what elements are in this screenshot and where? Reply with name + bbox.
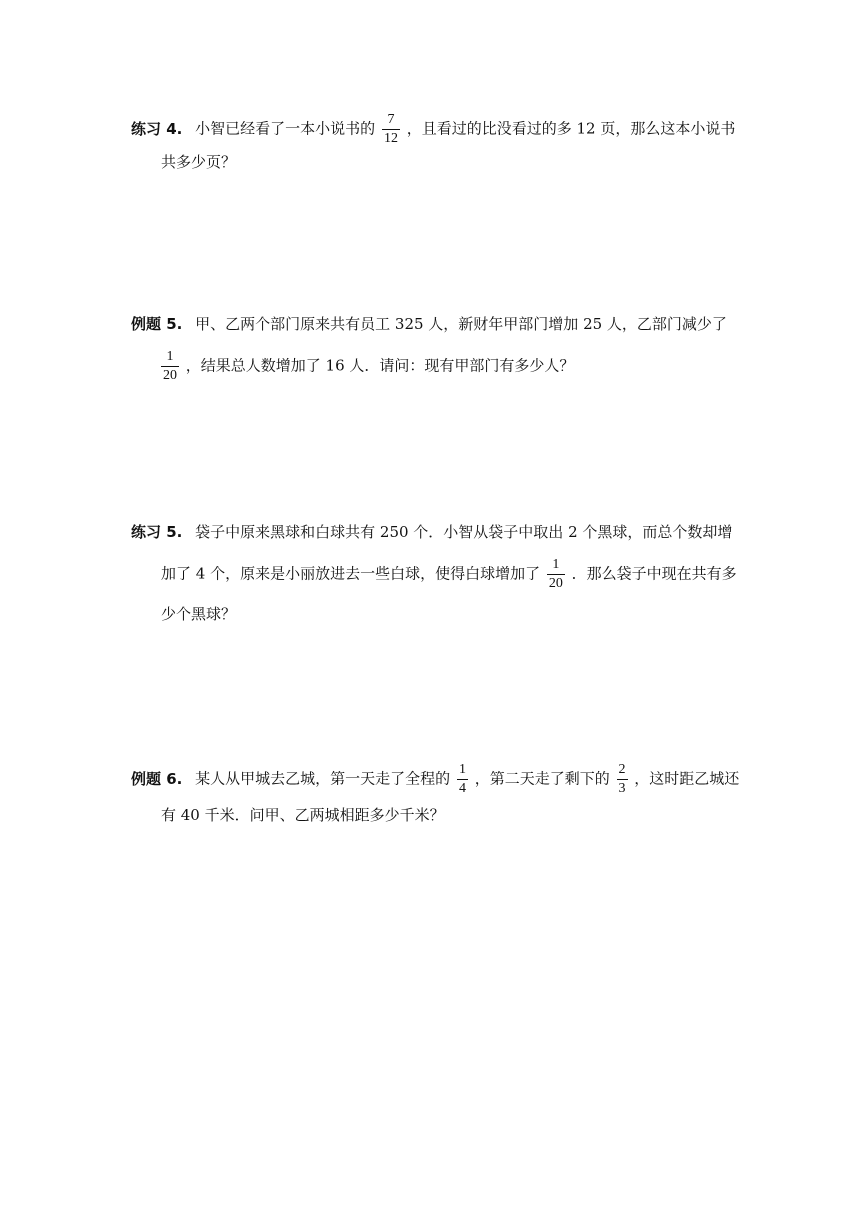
fraction (617, 763, 628, 796)
problem-text: ，第二天走了剩下的 (474, 769, 610, 788)
problem-line (131, 762, 740, 796)
problem-line (161, 150, 236, 174)
fraction-denominator: 20 (163, 368, 177, 383)
fraction (382, 113, 400, 146)
fraction (161, 350, 179, 383)
problem-line (161, 557, 737, 591)
fraction (547, 558, 565, 591)
problem-text: 甲、乙两个部门原来共有员工 325 人，新财年甲部门增加 25 人，乙部门减少了 (195, 315, 727, 333)
problem-text: 某人从甲城去乙城，第一天走了全程的 (195, 769, 451, 788)
problem-line (131, 312, 727, 336)
problem-text: ．那么袋子中现在共有多 (571, 564, 737, 583)
fraction-numerator: 1 (458, 762, 466, 777)
fraction-denominator: 20 (548, 576, 563, 591)
problem-text: 共多少页？ (161, 153, 237, 171)
fraction-numerator: 7 (387, 112, 395, 127)
problem-label: 练习 5. (131, 523, 183, 541)
fraction-denominator: 12 (383, 131, 398, 146)
problem-text: ，这时距乙城还 (634, 769, 740, 788)
problem-label: 练习 4. (131, 119, 183, 138)
problem-line (161, 803, 445, 827)
problem-line (131, 520, 732, 544)
fraction-denominator: 4 (458, 781, 466, 796)
problem-text: 小智已经看了一本小说书的 (195, 119, 376, 138)
problem-label: 例题 5. (131, 315, 183, 333)
problem-text: 少个黑球？ (161, 605, 237, 623)
problem-text: ，结果总人数增加了 16 人．请问：现有甲部门有多少人？ (185, 356, 575, 375)
problem-line (161, 602, 236, 626)
problem-text: 加了 4 个，原来是小丽放进去一些白球，使得白球增加了 (161, 564, 541, 583)
fraction-numerator: 2 (618, 762, 626, 777)
problem-text: 袋子中原来黑球和白球共有 250 个．小智从袋子中取出 2 个黑球，而总个数却增 (195, 523, 733, 541)
fraction-numerator: 1 (166, 349, 174, 364)
problem-line (161, 349, 575, 383)
problem-label: 例题 6. (131, 769, 183, 788)
problem-text: ，且看过的比没看过的多 12 页，那么这本小说书 (406, 119, 736, 138)
fraction-numerator: 1 (552, 557, 560, 572)
fraction (457, 763, 468, 796)
problem-line (131, 112, 736, 146)
problem-text: 有 40 千米．问甲、乙两城相距多少千米？ (161, 806, 445, 824)
fraction-denominator: 3 (618, 781, 626, 796)
